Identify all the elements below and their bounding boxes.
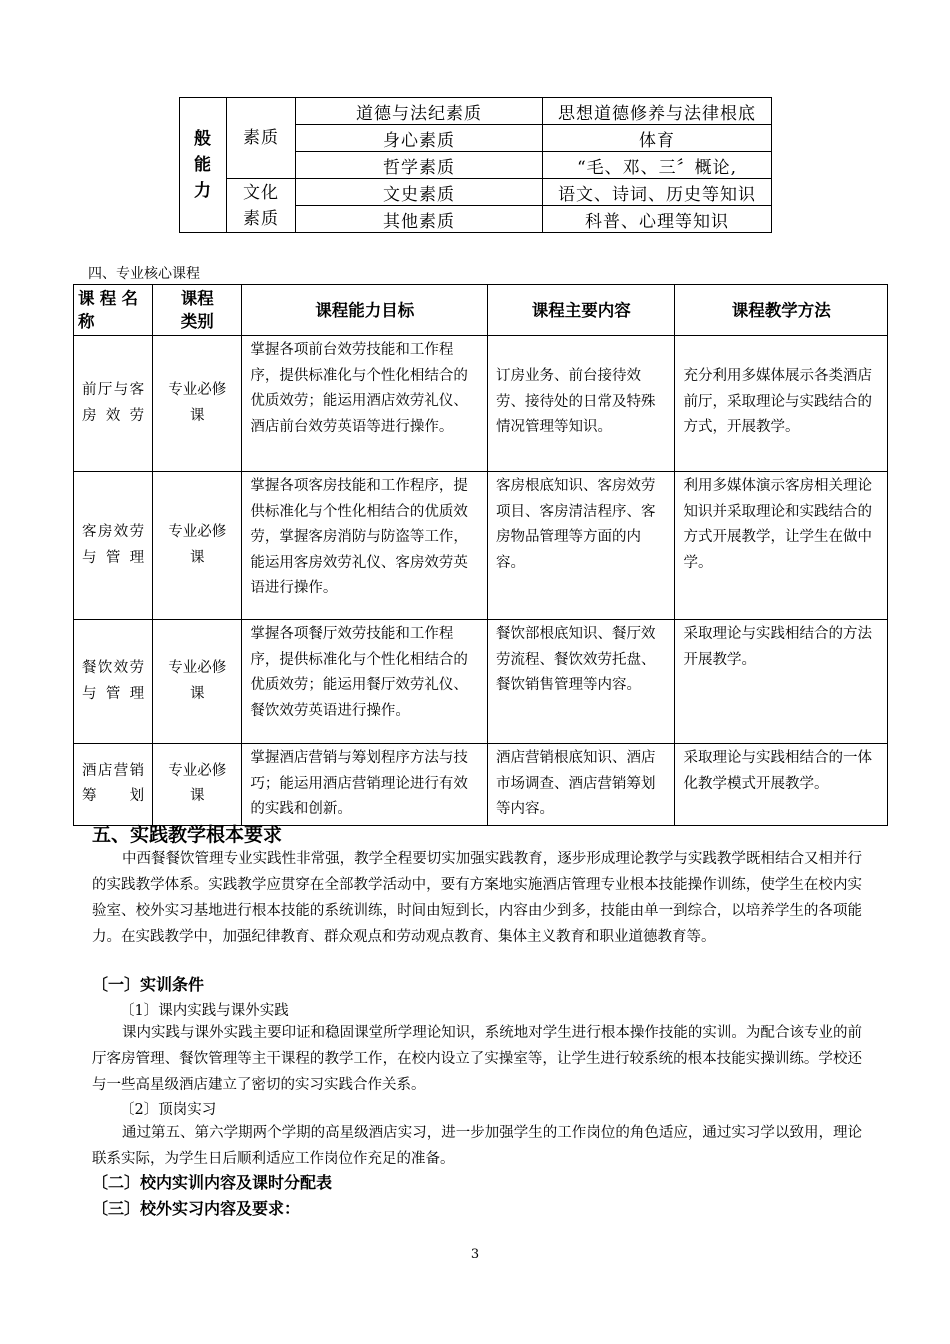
course-content: 订房业务、前台接待效劳、接待处的日常及特殊情况管理等知识。 bbox=[488, 336, 675, 472]
table-header-row bbox=[74, 285, 888, 336]
header-cell: 课程教学方法 bbox=[675, 285, 888, 336]
course-name: 餐饮效劳与管理 bbox=[74, 620, 153, 744]
course-goal: 掌握酒店营销与筹划程序方法与技巧；能运用酒店营销理论进行有效的实践和创新。 bbox=[242, 744, 488, 826]
table-row bbox=[74, 336, 888, 472]
subsection-3-title: 〔三〕校外实习内容及要求： bbox=[92, 1199, 301, 1218]
course-type: 专业必修课 bbox=[153, 744, 242, 826]
subcategory-cell: 素质 bbox=[227, 98, 296, 179]
course-method: 采取理论与实践相结合的方法开展教学。 bbox=[675, 620, 888, 744]
course-method: 采取理论与实践相结合的一体化教学模式开展教学。 bbox=[675, 744, 888, 826]
subcategory-label: 文化素质 bbox=[243, 182, 279, 229]
course-type: 专业必修课 bbox=[153, 336, 242, 472]
table-row bbox=[74, 620, 888, 744]
quality-item: 道德与法纪素质 bbox=[296, 98, 543, 125]
section-5-intro: 中西餐餐饮管理专业实践性非常强，教学全程要切实加强实践教育，逐步形成理论教学与实践教学既相结合又相并行的实践教学体系。实践教学应贯穿在全部教学活动中，要有方案地实施酒店管理专业根本技能操作训练，使学生在校内实验室、校外实习基地进行根本技能的系统训练，时间由短到长，内容由少到多，技能由单一到综合，以培养学生的各项能力。在实践教学中，加强纪律教育、群众观点和劳动观点教育、集体主义教育和职业道德教育等。 bbox=[92, 851, 862, 945]
header-cell: 课程类别 bbox=[153, 285, 242, 336]
course-content: 酒店营销根底知识、酒店市场调查、酒店营销筹划等内容。 bbox=[488, 744, 675, 826]
course-name: 前厅与客房效劳 bbox=[74, 336, 153, 472]
course-goal: 掌握各项餐厅效劳技能和工作程序，提供标准化与个性化相结合的优质效劳；能运用餐厅效劳礼仪、餐饮效劳英语进行操作。 bbox=[242, 620, 488, 744]
course-item: 科普、心理等知识 bbox=[543, 206, 772, 233]
table-row bbox=[74, 472, 888, 620]
course-item: 思想道德修养与法律根底 bbox=[543, 98, 772, 125]
quality-item: 文史素质 bbox=[296, 179, 543, 206]
quality-item: 哲学素质 bbox=[296, 152, 543, 179]
course-content: 客房根底知识、客房效劳项目、客房清洁程序、客房物品管理等方面的内容。 bbox=[488, 472, 675, 620]
course-item: 体育 bbox=[543, 125, 772, 152]
course-name: 客房效劳与管理 bbox=[74, 472, 153, 620]
subsection-1a-text: 课内实践与课外实践主要印证和稳固课堂所学理论知识，系统地对学生进行根本操作技能的实训。为配合该专业的前厅客房管理、餐饮管理等主干课程的教学工作，在校内设立了实操室等，让学生进行较系统的根本技能实操训练。学校还与一些高星级酒店建立了密切的实习实践合作关系。 bbox=[92, 1025, 862, 1093]
subsection-1a-title: 〔1〕课内实践与课外实践 bbox=[120, 1003, 289, 1019]
course-method: 充分利用多媒体展示各类酒店前厅，采取理论与实践结合的方式，开展教学。 bbox=[675, 336, 888, 472]
course-type: 专业必修课 bbox=[153, 472, 242, 620]
section-5-title: 五、实践教学根本要求 bbox=[92, 824, 283, 846]
subcategory-cell bbox=[227, 179, 296, 233]
quality-item: 其他素质 bbox=[296, 206, 543, 233]
course-content: 餐饮部根底知识、餐厅效劳流程、餐饮效劳托盘、餐饮销售管理等内容。 bbox=[488, 620, 675, 744]
core-courses-table bbox=[73, 284, 888, 826]
header-cell: 课程能力目标 bbox=[242, 285, 488, 336]
subsection-1b-title: 〔2〕顶岗实习 bbox=[120, 1102, 217, 1118]
category-cell bbox=[180, 98, 227, 233]
subsection-2-title: 〔二〕校内实训内容及课时分配表 bbox=[92, 1173, 333, 1192]
course-type: 专业必修课 bbox=[153, 620, 242, 744]
table-row bbox=[74, 744, 888, 826]
category-label: 般能力 bbox=[194, 129, 212, 201]
header-cell: 课程主要内容 bbox=[488, 285, 675, 336]
course-method: 利用多媒体演示客房相关理论知识并采取理论和实践结合的方式开展教学，让学生在做中学。 bbox=[675, 472, 888, 620]
header-cell: 课程名称 bbox=[74, 285, 153, 336]
general-ability-table bbox=[179, 97, 772, 233]
page-number: 3 bbox=[470, 1247, 480, 1262]
course-goal: 掌握各项客房技能和工作程序，提供标准化与个性化相结合的优质效劳，掌握客房消防与防盗等工作，能运用客房效劳礼仪、客房效劳英语进行操作。 bbox=[242, 472, 488, 620]
subsection-1-title: 〔一〕实训条件 bbox=[92, 975, 205, 994]
subsection-1b-text: 通过第五、第六学期两个学期的高星级酒店实习，进一步加强学生的工作岗位的角色适应，通过实习学以致用，理论联系实际，为学生日后顺利适应工作岗位作充足的准备。 bbox=[92, 1125, 862, 1167]
section-4-title: 四、专业核心课程 bbox=[88, 266, 200, 282]
course-goal: 掌握各项前台效劳技能和工作程序，提供标准化与个性化相结合的优质效劳；能运用酒店效劳礼仪、酒店前台效劳英语等进行操作。 bbox=[242, 336, 488, 472]
course-item: “毛、邓、三〞概论, bbox=[543, 152, 772, 179]
course-name: 酒店营销筹划 bbox=[74, 744, 153, 826]
course-item: 语文、诗词、历史等知识 bbox=[543, 179, 772, 206]
quality-item: 身心素质 bbox=[296, 125, 543, 152]
